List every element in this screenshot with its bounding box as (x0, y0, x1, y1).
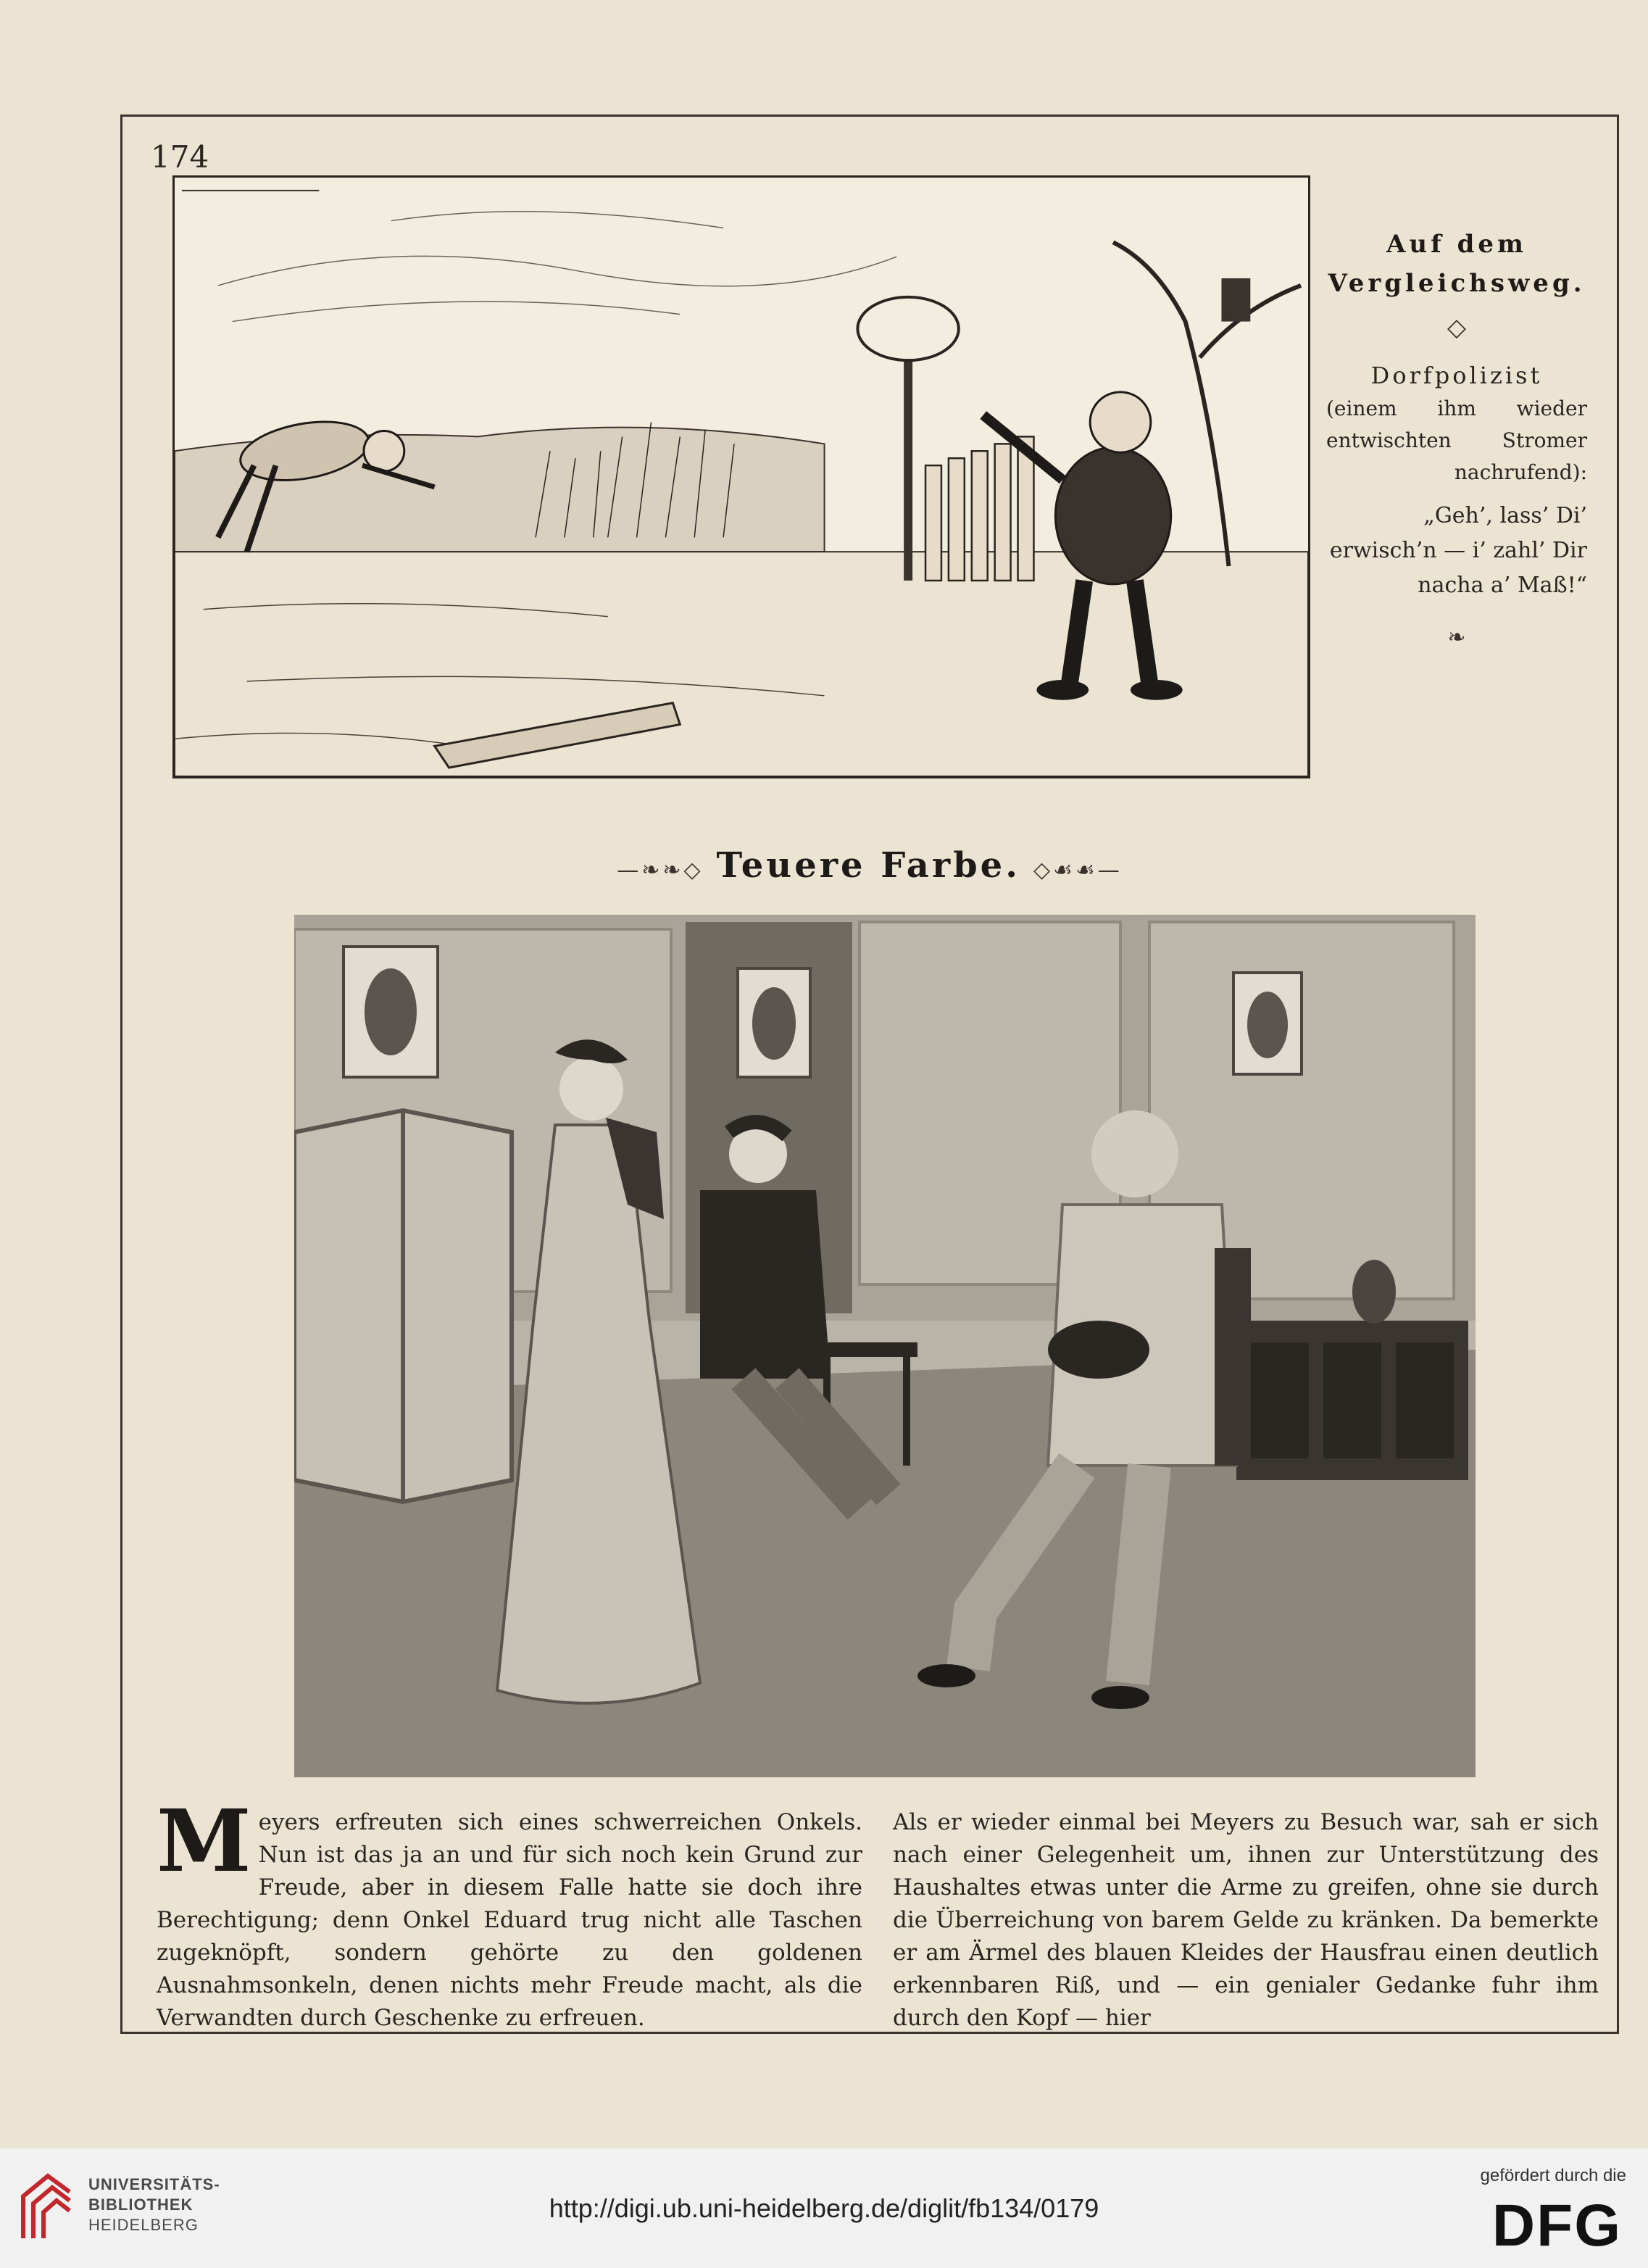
story-text-right: Als er wieder einmal bei Meyers zu Besuch war, sah er sich nach einer Gelegenheit um, ihnen zur Unterstützung des Haushaltes etwas unter die Arme zu greifen, ohne sie durch die Überreichung von barem Gelde zu kränken. Da bemerkte er am Ärmel des blauen Kleides der Hausfrau einen deutlich erkennbaren Riß, und — ein genialer Gedanke fuhr ihm durch den Kopf — hier (893, 1809, 1599, 2031)
story-column-left (157, 1790, 862, 2035)
story-text-left: eyers erfreuten sich eines schwerreichen Onkels. Nun ist das ja an und für sich noch kein Grund zur Freude, aber in diesem Falle hatte sie doch ihre Berechtigung; denn Onkel Eduard trug nicht alle Taschen zugeknöpft, sondern gehörte zu den goldenen Ausnahmsonkeln, denen nichts mehr Freude macht, als die Verwandten durch Geschenke zu erfreuen. (157, 1809, 862, 2031)
caption-speaker: Dorfpolizist (1370, 362, 1543, 389)
story-title-row (120, 845, 1619, 886)
library-line1: UNIVERSITÄTS- (88, 2175, 220, 2193)
story-column-right (893, 1806, 1599, 2035)
parlor-illustration (294, 915, 1476, 1777)
page-number: 174 (151, 139, 209, 175)
title-ornament-left: —❧❧◇ (617, 857, 704, 883)
cartoon-illustration (172, 175, 1310, 778)
caption-stage-direction: (einem ihm wieder entwischten Stromer nachrufend): (1326, 396, 1587, 484)
caption-end-ornament: ❧ (1447, 625, 1466, 650)
dropcap: M (157, 1790, 251, 1891)
caption-ornament: ◇ (1447, 313, 1467, 342)
footer-bar (0, 2148, 1648, 2268)
caption-title-line1: Auf dem (1386, 230, 1527, 259)
caption-title-line2: Vergleichsweg. (1328, 269, 1586, 298)
library-line2: BIBLIOTHEK (88, 2196, 193, 2214)
caption-quote: „Geh’, lass’ Di’ erwisch’n — i’ zahl’ Dir nacha a’ Maß!“ (1329, 503, 1587, 598)
cartoon-caption (1326, 225, 1587, 650)
library-line3: HEIDELBERG (88, 2216, 199, 2234)
source-url-link[interactable]: http://digi.ub.uni-heidelberg.de/diglit/fb134/0179 (549, 2193, 1099, 2223)
title-ornament-right: ◇☙☙— (1033, 857, 1123, 883)
story-title: Teuere Farbe. (716, 845, 1020, 886)
dfg-logo: DFG (1491, 2193, 1622, 2259)
sponsor-label: gefördert durch die (1480, 2166, 1626, 2185)
